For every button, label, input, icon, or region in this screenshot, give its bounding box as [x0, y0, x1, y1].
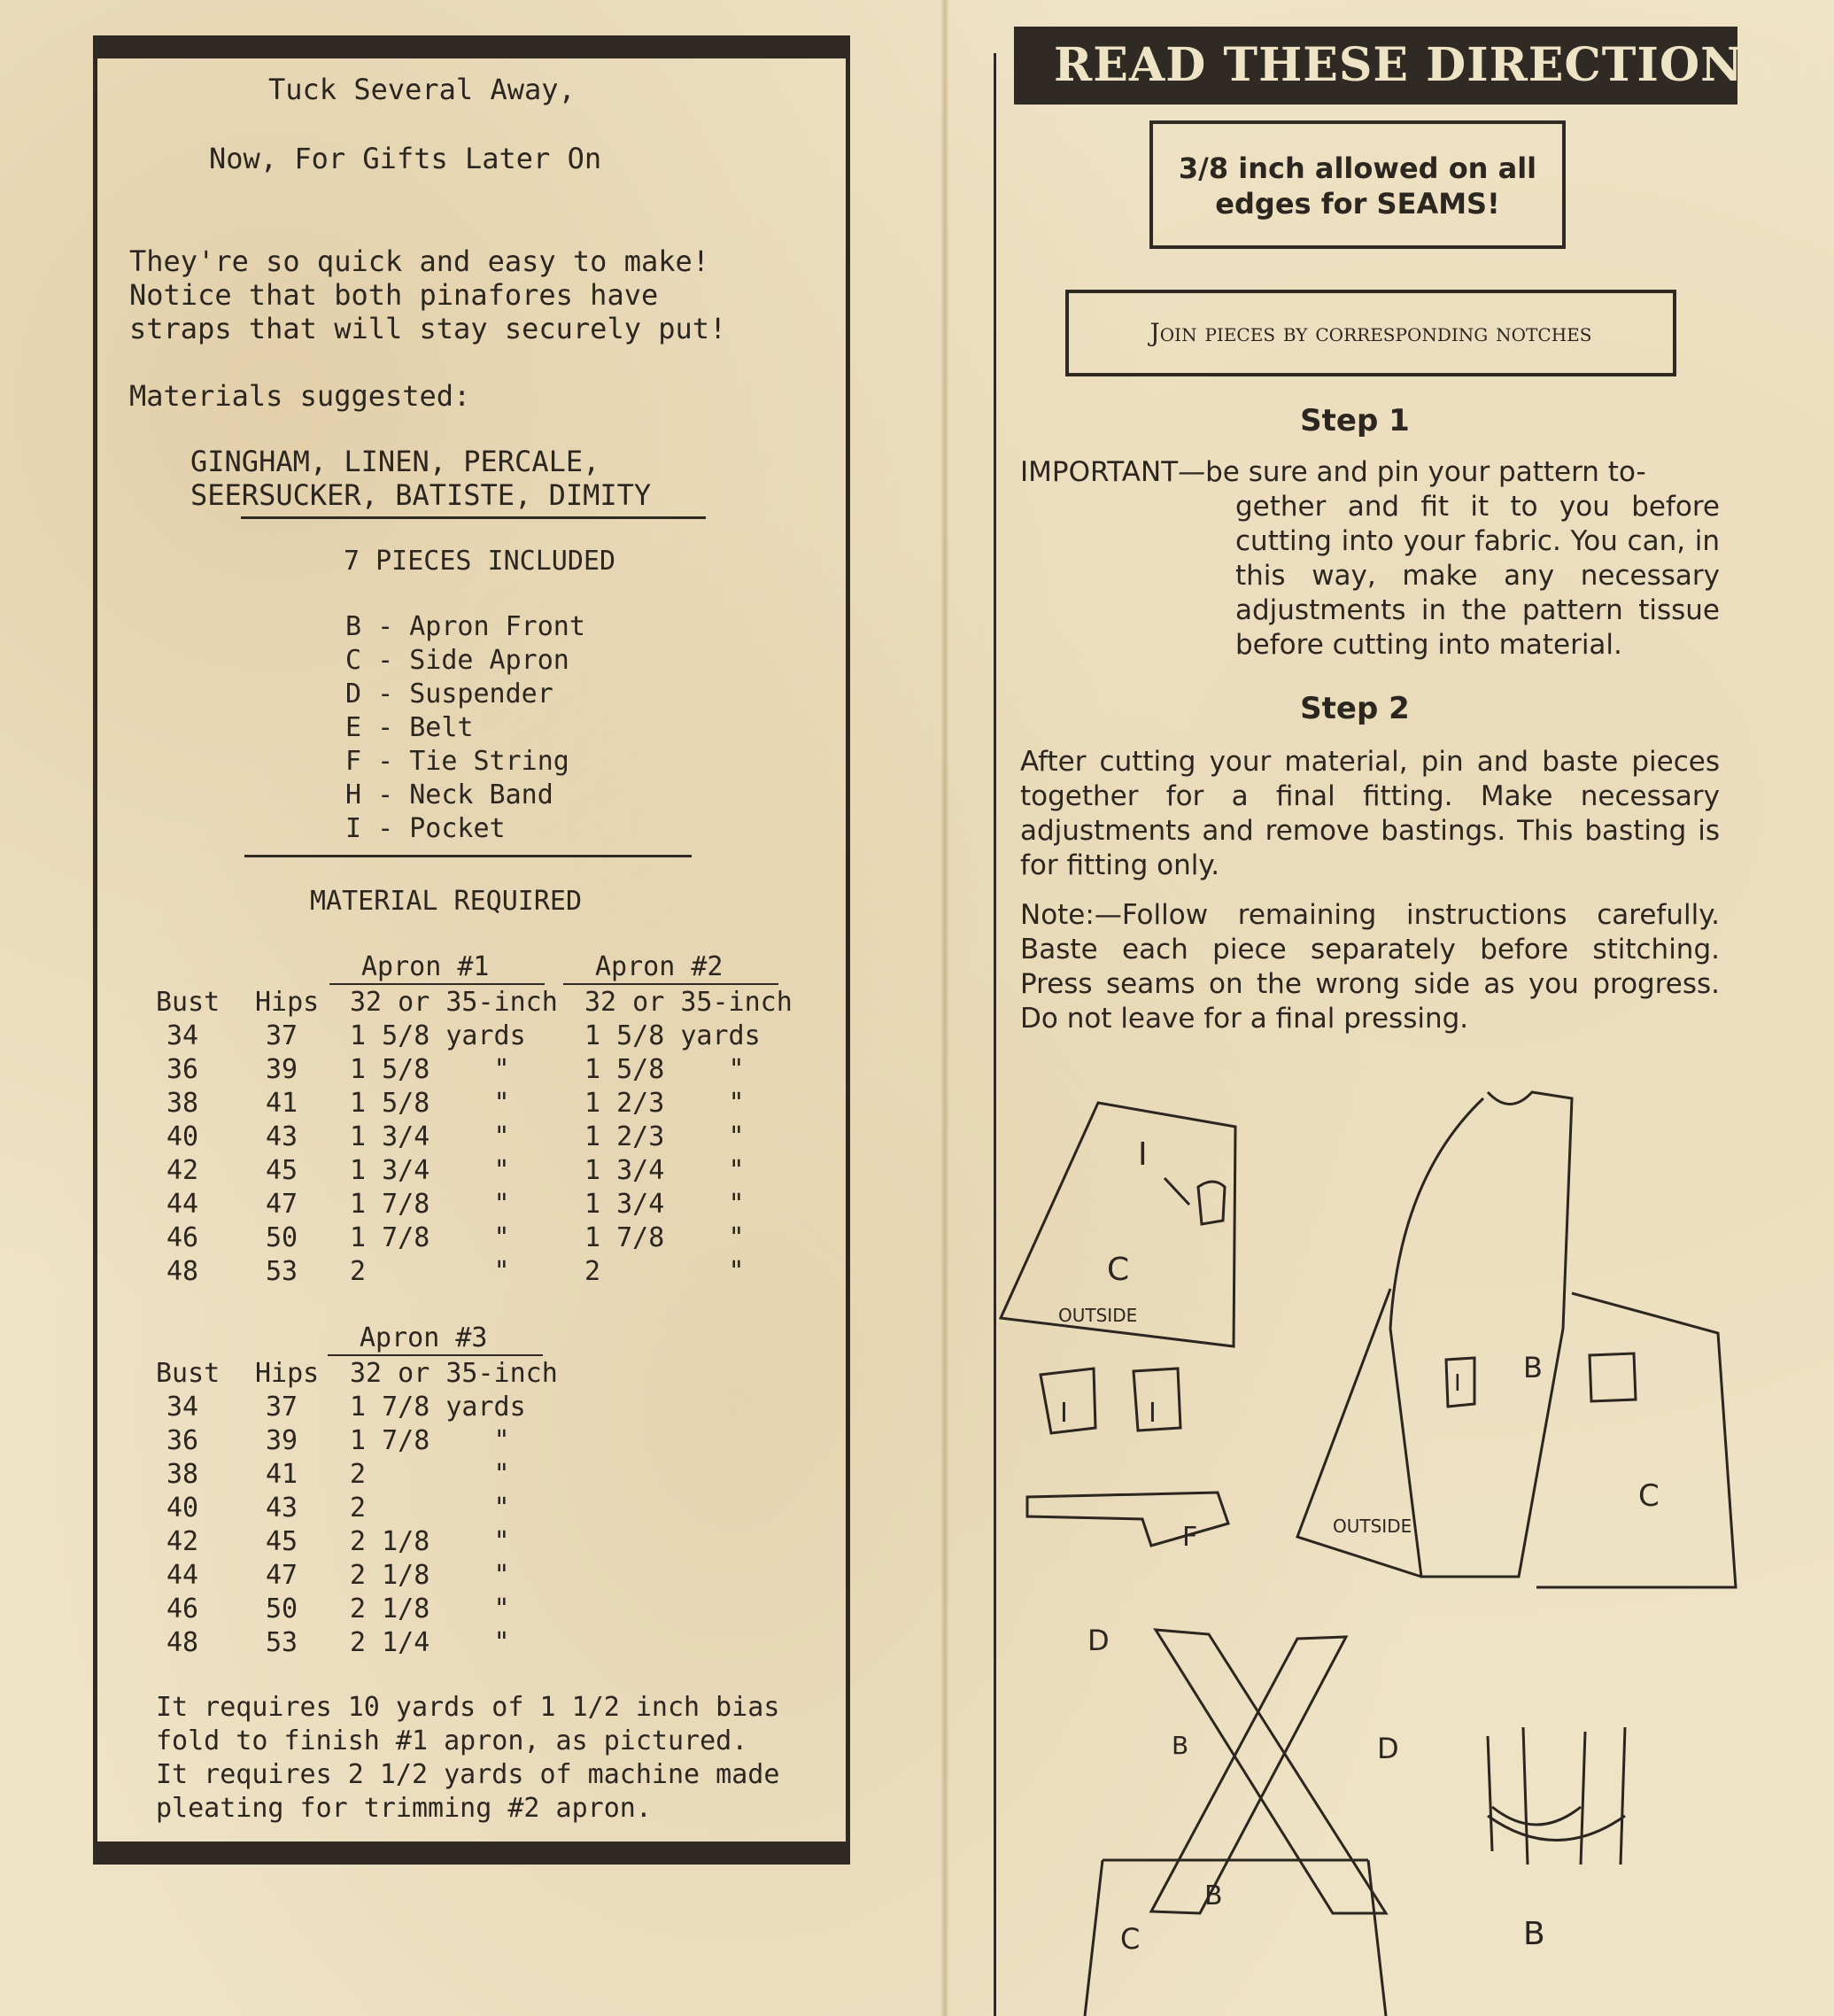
pocket-piece-1 [1041, 1369, 1095, 1433]
table-cell: 39 [266, 1053, 298, 1085]
apron-right-panel [1536, 1293, 1736, 1587]
seam-line-2: edges for SEAMS! [1215, 187, 1500, 221]
table-row [156, 1019, 819, 1052]
table-cell: 46 [166, 1221, 199, 1253]
table-row [156, 1625, 584, 1659]
note-body: Note:—Follow remaining instructions carefully. Baste each piece separately before stitching. Press seams on the wrong side as you progress. Do not leave for a final pressing. [1020, 899, 1720, 1035]
label-d-left: D [1087, 1624, 1110, 1657]
table-cell: 2 " [350, 1255, 510, 1287]
table-cell: 2 " [584, 1255, 745, 1287]
table-cell: 45 [266, 1154, 298, 1186]
label-i-top: I [1138, 1136, 1148, 1173]
table-row [156, 1457, 584, 1491]
table-cell: 1 5/8 " [584, 1053, 745, 1085]
table-cell: 45 [266, 1525, 298, 1557]
table-cell: 37 [266, 1020, 298, 1051]
table-cell: 1 7/8 " [350, 1424, 510, 1456]
table-cell: 48 [166, 1255, 199, 1287]
footer-line-4: pleating for trimming #2 apron. [156, 1793, 652, 1824]
label-outside-1: OUTSIDE [1058, 1305, 1138, 1326]
table-row [156, 1254, 819, 1288]
table-cell: 2 1/8 " [350, 1559, 510, 1591]
table-cell: 2 " [350, 1458, 510, 1490]
intro-line-2: Notice that both pinafores have [129, 278, 659, 312]
table-header-cell: 32 or 35-inch [350, 986, 558, 1018]
table-cell: 40 [166, 1120, 199, 1152]
label-c-top: C [1107, 1252, 1130, 1288]
label-c-main: C [1638, 1478, 1660, 1514]
table-cell: 2 1/8 " [350, 1593, 510, 1624]
table-cell: 2 " [350, 1492, 510, 1524]
table-row [156, 1558, 584, 1592]
table-header-cell: Hips [255, 986, 320, 1018]
label-outside-2: OUTSIDE [1333, 1516, 1412, 1537]
material-table-1 [156, 985, 819, 1288]
table-header-cell: Bust [156, 1357, 221, 1389]
suspender-strap-2 [1151, 1637, 1346, 1913]
headline-2: Now, For Gifts Later On [209, 142, 602, 175]
apron-1-heading: Apron #1 [361, 951, 490, 982]
table-cell: 41 [266, 1458, 298, 1490]
table-cell: 1 3/4 " [350, 1120, 510, 1152]
table-cell: 34 [166, 1391, 199, 1423]
table-cell: 48 [166, 1626, 199, 1658]
material-table-2 [156, 1356, 584, 1659]
join-notches-text: Join pieces by corresponding notches [1149, 318, 1592, 347]
pocket-piece-2 [1134, 1369, 1180, 1431]
pocket-arrow [1165, 1178, 1189, 1205]
material-required-title: MATERIAL REQUIRED [310, 886, 583, 917]
table-cell: 1 7/8 " [350, 1188, 510, 1220]
label-b-main: B [1523, 1351, 1543, 1384]
assembly-diagrams [996, 1063, 1737, 2016]
table-row [156, 1153, 819, 1187]
table-cell: 36 [166, 1424, 199, 1456]
step-2-title: Step 2 [1300, 691, 1410, 726]
table-row [156, 1052, 819, 1086]
table-row [156, 1120, 819, 1153]
tie-string-piece [1027, 1493, 1228, 1546]
label-b-cross2: B [1204, 1880, 1223, 1911]
table-cell: 1 5/8 " [350, 1053, 510, 1085]
apron-3-heading: Apron #3 [360, 1322, 488, 1353]
seam-line-1: 3/8 inch allowed on all [1178, 151, 1537, 185]
step-1-body: gether and fit it to you before cutting into your fabric. You can, in this way, make any necessary adjustments in the pattern tissue before cutting into material. [1235, 491, 1720, 661]
headline-1: Tuck Several Away, [268, 73, 576, 106]
table-cell: 34 [166, 1020, 199, 1051]
table-cell: 46 [166, 1593, 199, 1624]
table-cell: 42 [166, 1525, 199, 1557]
table-row [156, 1592, 584, 1625]
table-cell: 36 [166, 1053, 199, 1085]
table-row [156, 1086, 819, 1120]
materials-label: Materials suggested: [129, 379, 471, 413]
pieces-title: 7 PIECES INCLUDED [344, 546, 616, 577]
label-b-right: B [1523, 1916, 1545, 1952]
table-cell: 43 [266, 1120, 298, 1152]
table-row [156, 1390, 584, 1423]
front-pocket-2 [1590, 1353, 1636, 1401]
seam-allowance-box [1149, 120, 1566, 249]
table-row [156, 1491, 584, 1524]
list-item: D - Suspender [345, 678, 553, 709]
pocket-placement [1198, 1182, 1225, 1224]
page-fold [940, 0, 949, 2016]
table-row [156, 1187, 819, 1221]
table-cell: 43 [266, 1492, 298, 1524]
table-cell: 2 1/4 " [350, 1626, 510, 1658]
table-row [156, 1524, 584, 1558]
table-cell: 37 [266, 1391, 298, 1423]
table-cell: 40 [166, 1492, 199, 1524]
table-row [156, 1221, 819, 1254]
apron-2-heading: Apron #2 [595, 951, 724, 982]
table-cell: 39 [266, 1424, 298, 1456]
table-cell: 53 [266, 1255, 298, 1287]
list-item: F - Tie String [345, 746, 569, 777]
list-item: C - Side Apron [345, 645, 569, 676]
label-pocket-2: I [1149, 1398, 1157, 1429]
label-c-bottom: C [1120, 1922, 1141, 1956]
apron-front-piece [1390, 1092, 1572, 1577]
table-cell: 2 1/8 " [350, 1525, 510, 1557]
footer-line-2: fold to finish #1 apron, as pictured. [156, 1725, 748, 1756]
table-cell: 47 [266, 1188, 298, 1220]
table-cell: 44 [166, 1188, 199, 1220]
footer-line-3: It requires 2 1/2 yards of machine made [156, 1759, 780, 1790]
step-1-title: Step 1 [1300, 403, 1410, 438]
table-cell: 1 3/4 " [350, 1154, 510, 1186]
list-item: B - Apron Front [345, 611, 585, 642]
table-cell: 1 7/8 yards [350, 1391, 526, 1423]
table-cell: 41 [266, 1087, 298, 1119]
list-item: H - Neck Band [345, 779, 553, 810]
table-cell: 47 [266, 1559, 298, 1591]
pieces-underline [244, 855, 692, 857]
label-f: F [1182, 1522, 1198, 1553]
intro-line-3: straps that will stay securely put! [129, 312, 727, 345]
table-cell: 1 7/8 " [584, 1221, 745, 1253]
table-header-cell: Bust [156, 986, 221, 1018]
table-cell: 53 [266, 1626, 298, 1658]
table-cell: 44 [166, 1559, 199, 1591]
table-cell: 1 2/3 " [584, 1120, 745, 1152]
table-cell: 1 7/8 " [350, 1221, 510, 1253]
neck-band-curve [1488, 1807, 1625, 1841]
table-cell: 1 5/8 yards [350, 1020, 526, 1051]
table-cell: 1 5/8 " [350, 1087, 510, 1119]
list-item: E - Belt [345, 712, 474, 743]
list-item: I - Pocket [345, 813, 506, 844]
table-header-cell: 32 or 35-inch [584, 986, 793, 1018]
label-b-cross: B [1172, 1731, 1189, 1760]
materials-line-1: GINGHAM, LINEN, PERCALE, [190, 445, 600, 478]
suspender-straps-right [1488, 1727, 1625, 1865]
label-pocket-main: I [1454, 1370, 1461, 1397]
label-pocket-1: I [1060, 1398, 1068, 1429]
table-cell: 50 [266, 1593, 298, 1624]
table-header-row [156, 985, 819, 1019]
table-cell: 38 [166, 1087, 199, 1119]
materials-line-2: SEERSUCKER, BATISTE, DIMITY [190, 478, 652, 512]
table-cell: 1 5/8 yards [584, 1020, 761, 1051]
directions-banner: READ THESE DIRECTIONS B [1014, 27, 1737, 105]
table-cell: 1 3/4 " [584, 1188, 745, 1220]
label-d-right: D [1377, 1732, 1399, 1765]
table-cell: 1 3/4 " [584, 1154, 745, 1186]
step-2-body: After cutting your material, pin and baste pieces together for a final fitting. Make necessary adjustments and remove bastings. This basting is for fitting only. [1020, 746, 1720, 881]
step-1-lead: IMPORTANT—be sure and pin your pattern to- [1020, 456, 1646, 488]
footer-line-1: It requires 10 yards of 1 1/2 inch bias [156, 1692, 780, 1723]
intro-line-1: They're so quick and easy to make! [129, 244, 710, 278]
table-header-row [156, 1356, 584, 1390]
materials-underline [241, 516, 706, 519]
join-notches-box [1065, 290, 1676, 376]
table-row [156, 1423, 584, 1457]
table-cell: 42 [166, 1154, 199, 1186]
table-cell: 1 2/3 " [584, 1087, 745, 1119]
table-header-cell: 32 or 35-inch [350, 1357, 558, 1389]
suspender-strap-1 [1156, 1630, 1386, 1913]
table-cell: 50 [266, 1221, 298, 1253]
table-cell: 38 [166, 1458, 199, 1490]
table-header-cell: Hips [255, 1357, 320, 1389]
